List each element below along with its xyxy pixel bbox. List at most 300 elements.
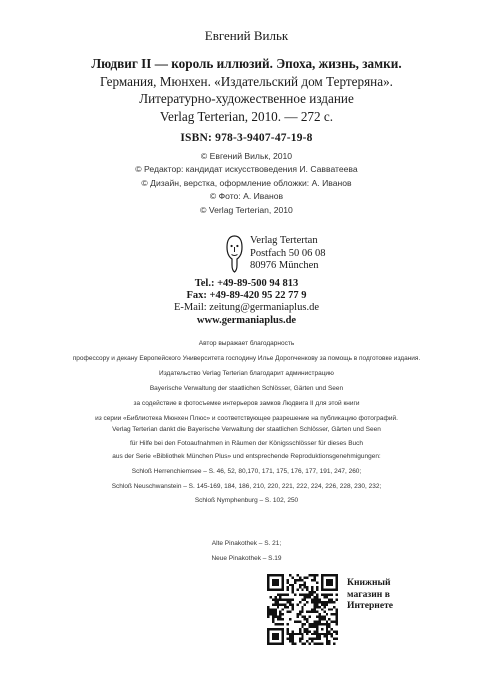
qr-module <box>287 589 289 591</box>
qr-module <box>311 598 313 600</box>
qr-module <box>318 643 320 645</box>
qr-module <box>269 613 271 615</box>
qr-module <box>326 596 328 598</box>
museum-line: Neue Pinakothek – S.19 <box>211 554 282 562</box>
qr-module <box>287 579 289 581</box>
qr-module <box>301 643 303 645</box>
qr-module <box>267 633 269 635</box>
qr-module <box>323 633 325 635</box>
qr-module <box>323 601 325 603</box>
qr-module <box>306 576 308 578</box>
qr-module <box>282 586 284 588</box>
qr-module <box>306 640 308 642</box>
qr-module <box>274 579 276 581</box>
qr-module <box>309 591 311 593</box>
castle-line: Schloß Nymphenburg – S. 102, 250 <box>194 497 299 505</box>
email-address[interactable]: E-Mail: zeitung@germaniaplus.de <box>174 302 319 314</box>
qr-caption-line: Книжный <box>347 577 391 588</box>
qr-module <box>323 635 325 637</box>
qr-module <box>314 598 316 600</box>
qr-module <box>279 596 281 598</box>
qr-module <box>274 616 276 618</box>
qr-module <box>279 594 281 596</box>
fax-number: Fax: +49-89-420 95 22 77 9 <box>186 290 307 302</box>
qr-module <box>289 584 291 586</box>
place-line: Германия, Мюнхен. «Издательский дом Тертеряна». <box>100 73 393 89</box>
qr-module <box>304 596 306 598</box>
qr-module <box>267 589 269 591</box>
qr-module <box>309 574 311 576</box>
qr-module <box>279 613 281 615</box>
qr-module <box>336 611 338 613</box>
publisher-postbox: Postfach 50 06 08 <box>250 247 326 259</box>
qr-module <box>316 638 318 640</box>
qr-module <box>304 616 306 618</box>
publisher-face-logo-icon <box>226 235 243 273</box>
contact-block <box>0 278 493 327</box>
isbn: ISBN: 978-3-9407-47-19-8 <box>180 132 313 144</box>
qr-module <box>333 638 335 640</box>
qr-module <box>267 608 269 610</box>
qr-module <box>326 613 328 615</box>
qr-module <box>306 618 308 620</box>
qr-module <box>316 611 318 613</box>
qr-module <box>299 586 301 588</box>
qr-module <box>321 623 323 625</box>
qr-module <box>316 633 318 635</box>
qr-module <box>316 630 318 632</box>
qr-module <box>299 613 301 615</box>
qr-module <box>272 643 274 645</box>
qr-module <box>304 618 306 620</box>
qr-module <box>318 638 320 640</box>
qr-module <box>314 574 316 576</box>
qr-module <box>267 616 269 618</box>
qr-module <box>291 584 293 586</box>
qr-module <box>326 635 328 637</box>
qr-module <box>279 598 281 600</box>
qr-module <box>274 623 276 625</box>
qr-module <box>279 618 281 620</box>
qr-module <box>296 589 298 591</box>
qr-module <box>314 630 316 632</box>
qr-module <box>333 574 335 576</box>
qr-module <box>328 640 330 642</box>
qr-module <box>282 608 284 610</box>
qr-module <box>336 618 338 620</box>
qr-module <box>326 638 328 640</box>
qr-module <box>272 618 274 620</box>
qr-module <box>287 623 289 625</box>
qr-module <box>304 586 306 588</box>
qr-module <box>277 574 279 576</box>
qr-module <box>316 598 318 600</box>
qr-module <box>289 640 291 642</box>
qr-module <box>301 616 303 618</box>
qr-module <box>314 638 316 640</box>
qr-module <box>289 635 291 637</box>
qr-module <box>282 574 284 576</box>
qr-module <box>287 586 289 588</box>
qr-module <box>274 633 276 635</box>
qr-module <box>291 576 293 578</box>
qr-module <box>269 608 271 610</box>
qr-module <box>277 616 279 618</box>
qr-module <box>333 601 335 603</box>
qr-module <box>267 586 269 588</box>
qr-module <box>314 606 316 608</box>
qr-module <box>309 643 311 645</box>
qr-module <box>336 633 338 635</box>
qr-module <box>296 574 298 576</box>
qr-module <box>326 584 328 586</box>
qr-module <box>272 598 274 600</box>
qr-module <box>274 598 276 600</box>
qr-module <box>294 633 296 635</box>
qr-module <box>311 638 313 640</box>
qr-module <box>318 635 320 637</box>
ack-line: из серии «Библиотека Мюнхен Плюс» и соответствующее разрешение на публикацию фотографий. <box>95 414 398 422</box>
qr-module <box>272 574 274 576</box>
qr-module <box>331 574 333 576</box>
qr-module <box>318 606 320 608</box>
qr-module <box>299 638 301 640</box>
qr-module <box>279 616 281 618</box>
qr-module <box>272 589 274 591</box>
qr-module <box>314 603 316 605</box>
qr-module <box>274 613 276 615</box>
qr-module <box>328 579 330 581</box>
qr-module <box>333 589 335 591</box>
qr-module <box>289 598 291 600</box>
qr-module <box>272 638 274 640</box>
qr-module <box>274 596 276 598</box>
qr-module <box>301 638 303 640</box>
qr-module <box>301 633 303 635</box>
qr-module <box>336 638 338 640</box>
qr-module <box>326 594 328 596</box>
qr-module <box>306 621 308 623</box>
qr-module <box>336 613 338 615</box>
qr-module <box>316 581 318 583</box>
qr-module <box>282 603 284 605</box>
qr-module <box>269 596 271 598</box>
qr-module <box>336 594 338 596</box>
qr-module <box>282 618 284 620</box>
qr-module <box>311 594 313 596</box>
qr-module <box>291 591 293 593</box>
qr-module <box>267 579 269 581</box>
qr-module <box>331 621 333 623</box>
bibliographic-description <box>0 55 493 125</box>
qr-module <box>326 603 328 605</box>
qr-module <box>294 643 296 645</box>
qr-module <box>331 633 333 635</box>
qr-module <box>301 608 303 610</box>
qr-module <box>282 598 284 600</box>
qr-module <box>287 628 289 630</box>
qr-module <box>277 601 279 603</box>
qr-module <box>331 594 333 596</box>
qr-module <box>326 628 328 630</box>
qr-module <box>282 594 284 596</box>
qr-module <box>333 621 335 623</box>
qr-module <box>267 638 269 640</box>
qr-module <box>323 606 325 608</box>
qr-module <box>267 576 269 578</box>
qr-module <box>267 613 269 615</box>
qr-module <box>294 579 296 581</box>
qr-module <box>277 628 279 630</box>
qr-module <box>301 594 303 596</box>
qr-module <box>304 581 306 583</box>
qr-module <box>291 598 293 600</box>
qr-module <box>309 594 311 596</box>
qr-module <box>267 581 269 583</box>
qr-module <box>267 635 269 637</box>
qr-module <box>311 579 313 581</box>
qr-module <box>316 603 318 605</box>
qr-module <box>299 621 301 623</box>
qr-module <box>296 633 298 635</box>
qr-module <box>279 611 281 613</box>
qr-module <box>336 598 338 600</box>
qr-module <box>277 603 279 605</box>
qr-module <box>336 589 338 591</box>
qr-module <box>306 628 308 630</box>
qr-module <box>321 594 323 596</box>
qr-module <box>272 608 274 610</box>
qr-module <box>287 630 289 632</box>
qr-module <box>331 613 333 615</box>
qr-module <box>331 598 333 600</box>
qr-module <box>272 611 274 613</box>
qr-module <box>267 630 269 632</box>
qr-module <box>321 584 323 586</box>
qr-module <box>291 586 293 588</box>
castle-line: Schloß Herrenchiemsee – S. 46, 52, 80,170, 171, 175, 176, 177, 191, 247, 260; <box>131 468 362 475</box>
qr-module <box>282 628 284 630</box>
qr-module <box>299 594 301 596</box>
qr-module <box>321 579 323 581</box>
qr-module <box>336 586 338 588</box>
qr-module <box>321 586 323 588</box>
publisher-address-text <box>250 235 326 273</box>
qr-module <box>318 616 320 618</box>
qr-module <box>274 581 276 583</box>
qr-module <box>321 616 323 618</box>
qr-module <box>306 630 308 632</box>
qr-module <box>326 621 328 623</box>
qr-module <box>267 584 269 586</box>
qr-module <box>323 574 325 576</box>
qr-module <box>291 635 293 637</box>
qr-module <box>318 598 320 600</box>
qr-module <box>316 606 318 608</box>
qr-module <box>306 611 308 613</box>
qr-module <box>287 598 289 600</box>
qr-module <box>304 576 306 578</box>
qr-module <box>336 616 338 618</box>
qr-module <box>314 591 316 593</box>
qr-module <box>323 589 325 591</box>
qr-module <box>333 606 335 608</box>
qr-module <box>274 574 276 576</box>
qr-module <box>314 601 316 603</box>
qr-module <box>309 611 311 613</box>
qr-module <box>296 603 298 605</box>
qr-module <box>301 611 303 613</box>
qr-module <box>323 596 325 598</box>
qr-module <box>316 616 318 618</box>
qr-module <box>318 633 320 635</box>
qr-module <box>269 589 271 591</box>
qr-module <box>311 623 313 625</box>
qr-module <box>316 594 318 596</box>
qr-module <box>336 623 338 625</box>
qr-module <box>331 601 333 603</box>
copyright-credits <box>0 150 493 217</box>
qr-module <box>279 589 281 591</box>
qr-module <box>289 603 291 605</box>
qr-module <box>267 611 269 613</box>
qr-module <box>291 633 293 635</box>
qr-module <box>321 628 323 630</box>
qr-module <box>328 581 330 583</box>
qr-module <box>301 584 303 586</box>
qr-module <box>328 623 330 625</box>
qr-module <box>314 643 316 645</box>
qr-module <box>282 584 284 586</box>
qr-module <box>314 608 316 610</box>
qr-module <box>284 603 286 605</box>
qr-module <box>321 618 323 620</box>
ack-line: für Hilfe bei den Fotoaufnahmen in Räumen der Königsschlösser für dieses Buch <box>129 439 364 447</box>
qr-module <box>314 625 316 627</box>
qr-module <box>301 625 303 627</box>
qr-module <box>314 623 316 625</box>
qr-module <box>304 584 306 586</box>
qr-module <box>304 628 306 630</box>
qr-module <box>277 598 279 600</box>
qr-caption-line: магазин в <box>347 588 390 600</box>
qr-module <box>316 586 318 588</box>
castle-photo-pages <box>0 465 493 509</box>
qr-module <box>301 606 303 608</box>
qr-module <box>289 633 291 635</box>
qr-module <box>272 584 274 586</box>
qr-module <box>323 594 325 596</box>
qr-module <box>284 606 286 608</box>
qr-module <box>296 579 298 581</box>
qr-module <box>326 625 328 627</box>
qr-module <box>314 579 316 581</box>
qr-module <box>282 576 284 578</box>
qr-module <box>328 598 330 600</box>
qr-module <box>326 643 328 645</box>
qr-module <box>318 613 320 615</box>
qr-module <box>274 638 276 640</box>
qr-module <box>328 618 330 620</box>
qr-module <box>326 623 328 625</box>
qr-module <box>279 643 281 645</box>
qr-module <box>311 591 313 593</box>
qr-module <box>279 603 281 605</box>
qr-module <box>318 601 320 603</box>
qr-module <box>321 574 323 576</box>
genre-line: Литературно-художественное издание <box>139 91 354 106</box>
qr-module <box>331 579 333 581</box>
qr-module <box>331 584 333 586</box>
qr-module <box>311 589 313 591</box>
qr-module <box>309 596 311 598</box>
qr-module <box>336 584 338 586</box>
qr-module <box>321 576 323 578</box>
qr-module <box>274 603 276 605</box>
qr-module <box>311 633 313 635</box>
qr-module <box>287 633 289 635</box>
qr-caption-line: Интернете <box>347 600 394 612</box>
qr-module <box>269 574 271 576</box>
qr-module <box>287 581 289 583</box>
qr-module <box>296 616 298 618</box>
publisher-address-block <box>226 235 346 275</box>
qr-module <box>316 601 318 603</box>
qr-module <box>282 640 284 642</box>
qr-module <box>301 579 303 581</box>
qr-module <box>277 633 279 635</box>
qr-module <box>316 628 318 630</box>
qr-module <box>291 606 293 608</box>
qr-module <box>291 640 293 642</box>
qr-module <box>282 630 284 632</box>
qr-module <box>336 576 338 578</box>
qr-module <box>321 589 323 591</box>
qr-module <box>277 584 279 586</box>
ack-line: Bayerische Verwaltung der staatlichen Schlösser, Gärten und Seen <box>149 384 344 392</box>
qr-module <box>311 586 313 588</box>
credit-line: © Дизайн, верстка, оформление обложки: А. Иванов <box>141 177 352 188</box>
qr-module <box>336 630 338 632</box>
qr-module <box>304 623 306 625</box>
qr-module <box>304 598 306 600</box>
qr-module <box>331 608 333 610</box>
qr-module <box>321 581 323 583</box>
qr-module <box>299 640 301 642</box>
qr-module <box>282 633 284 635</box>
qr-module <box>282 581 284 583</box>
qr-module <box>272 628 274 630</box>
qr-module <box>323 623 325 625</box>
qr-module <box>336 579 338 581</box>
qr-module <box>326 640 328 642</box>
qr-module <box>296 621 298 623</box>
qr-module <box>277 643 279 645</box>
qr-module <box>314 621 316 623</box>
qr-module <box>328 625 330 627</box>
publisher-name: Verlag Tertertan <box>250 235 318 246</box>
qr-code-icon[interactable] <box>267 574 338 645</box>
ack-line: профессору и декану Европейского Университета господину Илье Дорonченкову за помощь в подготовке издания. <box>72 354 421 362</box>
qr-module <box>328 608 330 610</box>
qr-module <box>277 579 279 581</box>
qr-module <box>272 581 274 583</box>
website-link[interactable]: www.germaniaplus.de <box>196 314 297 326</box>
qr-module <box>321 608 323 610</box>
qr-module <box>279 628 281 630</box>
qr-module <box>289 611 291 613</box>
qr-module <box>306 594 308 596</box>
